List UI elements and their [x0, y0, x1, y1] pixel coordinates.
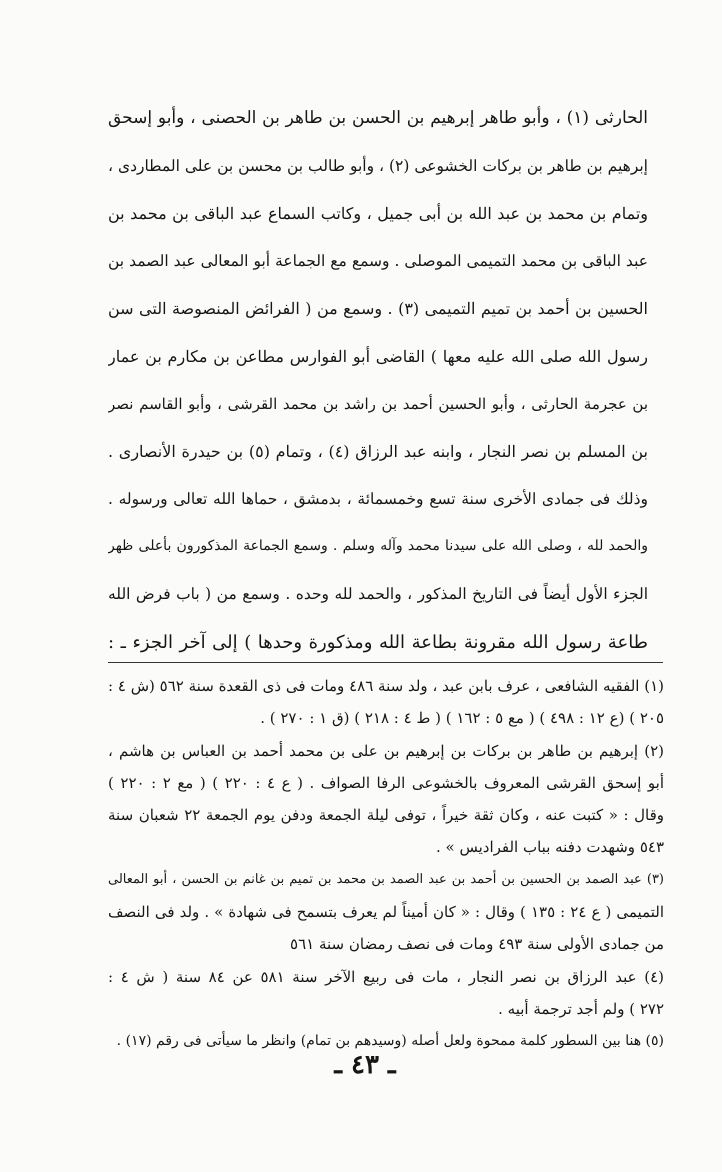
text-line: الحسين بن أحمد بن تميم التميمى (٣) . وسمع من ( الفرائض المنصوصة التى سن: [108, 299, 648, 319]
footnote-line: (٣) عبد الصمد بن الحسين بن أحمد بن عبد الصمد بن محمد بن تميم بن غانم بن الحسن ، أبو المعالى: [108, 871, 664, 887]
footnote-line: (٤) عبد الرزاق بن نصر النجار ، مات فى ربيع الآخر سنة ٥٨١ عن ٨٤ سنة ( ش ٤ :: [108, 967, 664, 986]
text-line: طاعة رسول الله مقرونة بطاعة الله ومذكورة وحدها ) إلى آخر الجزء ـ :: [108, 631, 648, 653]
text-line: رسول الله صلى الله عليه معها ) القاضى أبو الفوارس مطاعن بن مكارم بن عمار: [108, 346, 648, 366]
page-number: ـ ٤٣ ـ: [334, 1050, 396, 1080]
footnote-line: ٢٧٢ ) ولم أجد ترجمة أبيه .: [498, 999, 664, 1018]
footnote-divider: [108, 662, 663, 663]
main-text: [108, 95, 648, 666]
text-line: وذلك فى جمادى الأخرى سنة تسع وخمسمائة ، بدمشق ، حماها الله تعالى ورسوله .: [108, 489, 648, 508]
footnote-line: (١) الفقيه الشافعى ، عرف بابن عبد ، ولد سنة ٤٨٦ ومات فى ذى القعدة سنة ٥٦٢ (ش ٤ :: [108, 677, 664, 695]
footnote-line: وقال : « كتبت عنه ، وكان ثقة خيراً ، توفى ليلة الجمعة ودفن يوم الجمعة ٢٢ شعبان سنة: [108, 806, 664, 825]
footnotes: [108, 670, 664, 1058]
footnote-line: التميمى ( ع ٢٤ : ١٣٥ ) وقال : « كان أميناً لم يعرف بتسمح فى شهادة » . ولد فى النصف: [108, 903, 664, 922]
footnote-line: أبو إسحق القرشى المعروف بالخشوعى الرفا الصواف . ( ع ٤ : ٢٢٠ ) ( مع ٢ : ٢٢٠ ): [108, 773, 664, 792]
text-line: والحمد لله ، وصلى الله على سيدنا محمد وآله وسلم . وسمع الجماعة المذكورون بأعلى ظهر: [108, 538, 648, 555]
footnote-line: (٢) إبرهيم بن طاهر بن بركات بن إبرهيم بن على بن محمد أحمد بن العباس بن هاشم ،: [108, 741, 664, 760]
footnote-line: ٥٤٣ وشهدت دفنه بباب الفراديس » .: [435, 838, 664, 857]
text-line: بن المسلم بن نصر النجار ، وابنه عبد الرزاق (٤) ، وتمام (٥) بن حيدرة الأنصارى .: [108, 442, 648, 462]
footnote-line: ٢٠٥ ) (ع ١٢ : ٤٩٨ ) ( مع ٥ : ١٦٢ ) ( ط ٤ : ٢١٨ ) (ق ١ : ٢٧٠ ) .: [260, 709, 664, 728]
text-line: عبد الباقى بن محمد التميمى الموصلى . وسمع مع الجماعة أبو المعالى عبد الصمد بن: [108, 251, 648, 270]
footnote-line: (٥) هنا بين السطور كلمة ممحوة ولعل أصله (وسيدهم بن تمام) وانظر ما سيأتى فى رقم (١٧) .: [116, 1033, 664, 1050]
text-line: وتمام بن محمد بن عبد الله بن أبى جميل ، وكاتب السماع عبد الباقى بن محمد بن: [108, 204, 648, 224]
text-line: الجزء الأول أيضاً فى التاريخ المذكور ، والحمد لله وحده . وسمع من ( باب فرض الله: [108, 584, 648, 603]
text-line: إبرهيم بن طاهر بن بركات الخشوعى (٢) ، وأبو طالب بن محسن بن على المطاردى ،: [108, 156, 648, 175]
text-line: الحارثى (١) ، وأبو طاهر إبرهيم بن الحسن بن طاهر بن الحصنى ، وأبو إسحق: [108, 108, 648, 128]
footnote-line: من جمادى الأولى سنة ٤٩٣ ومات فى نصف رمضان سنة ٥٦١: [290, 935, 664, 954]
text-line: بن عجرمة الحارثى ، وأبو الحسين أحمد بن راشد بن محمد القرشى ، وأبو القاسم نصر: [108, 394, 648, 413]
